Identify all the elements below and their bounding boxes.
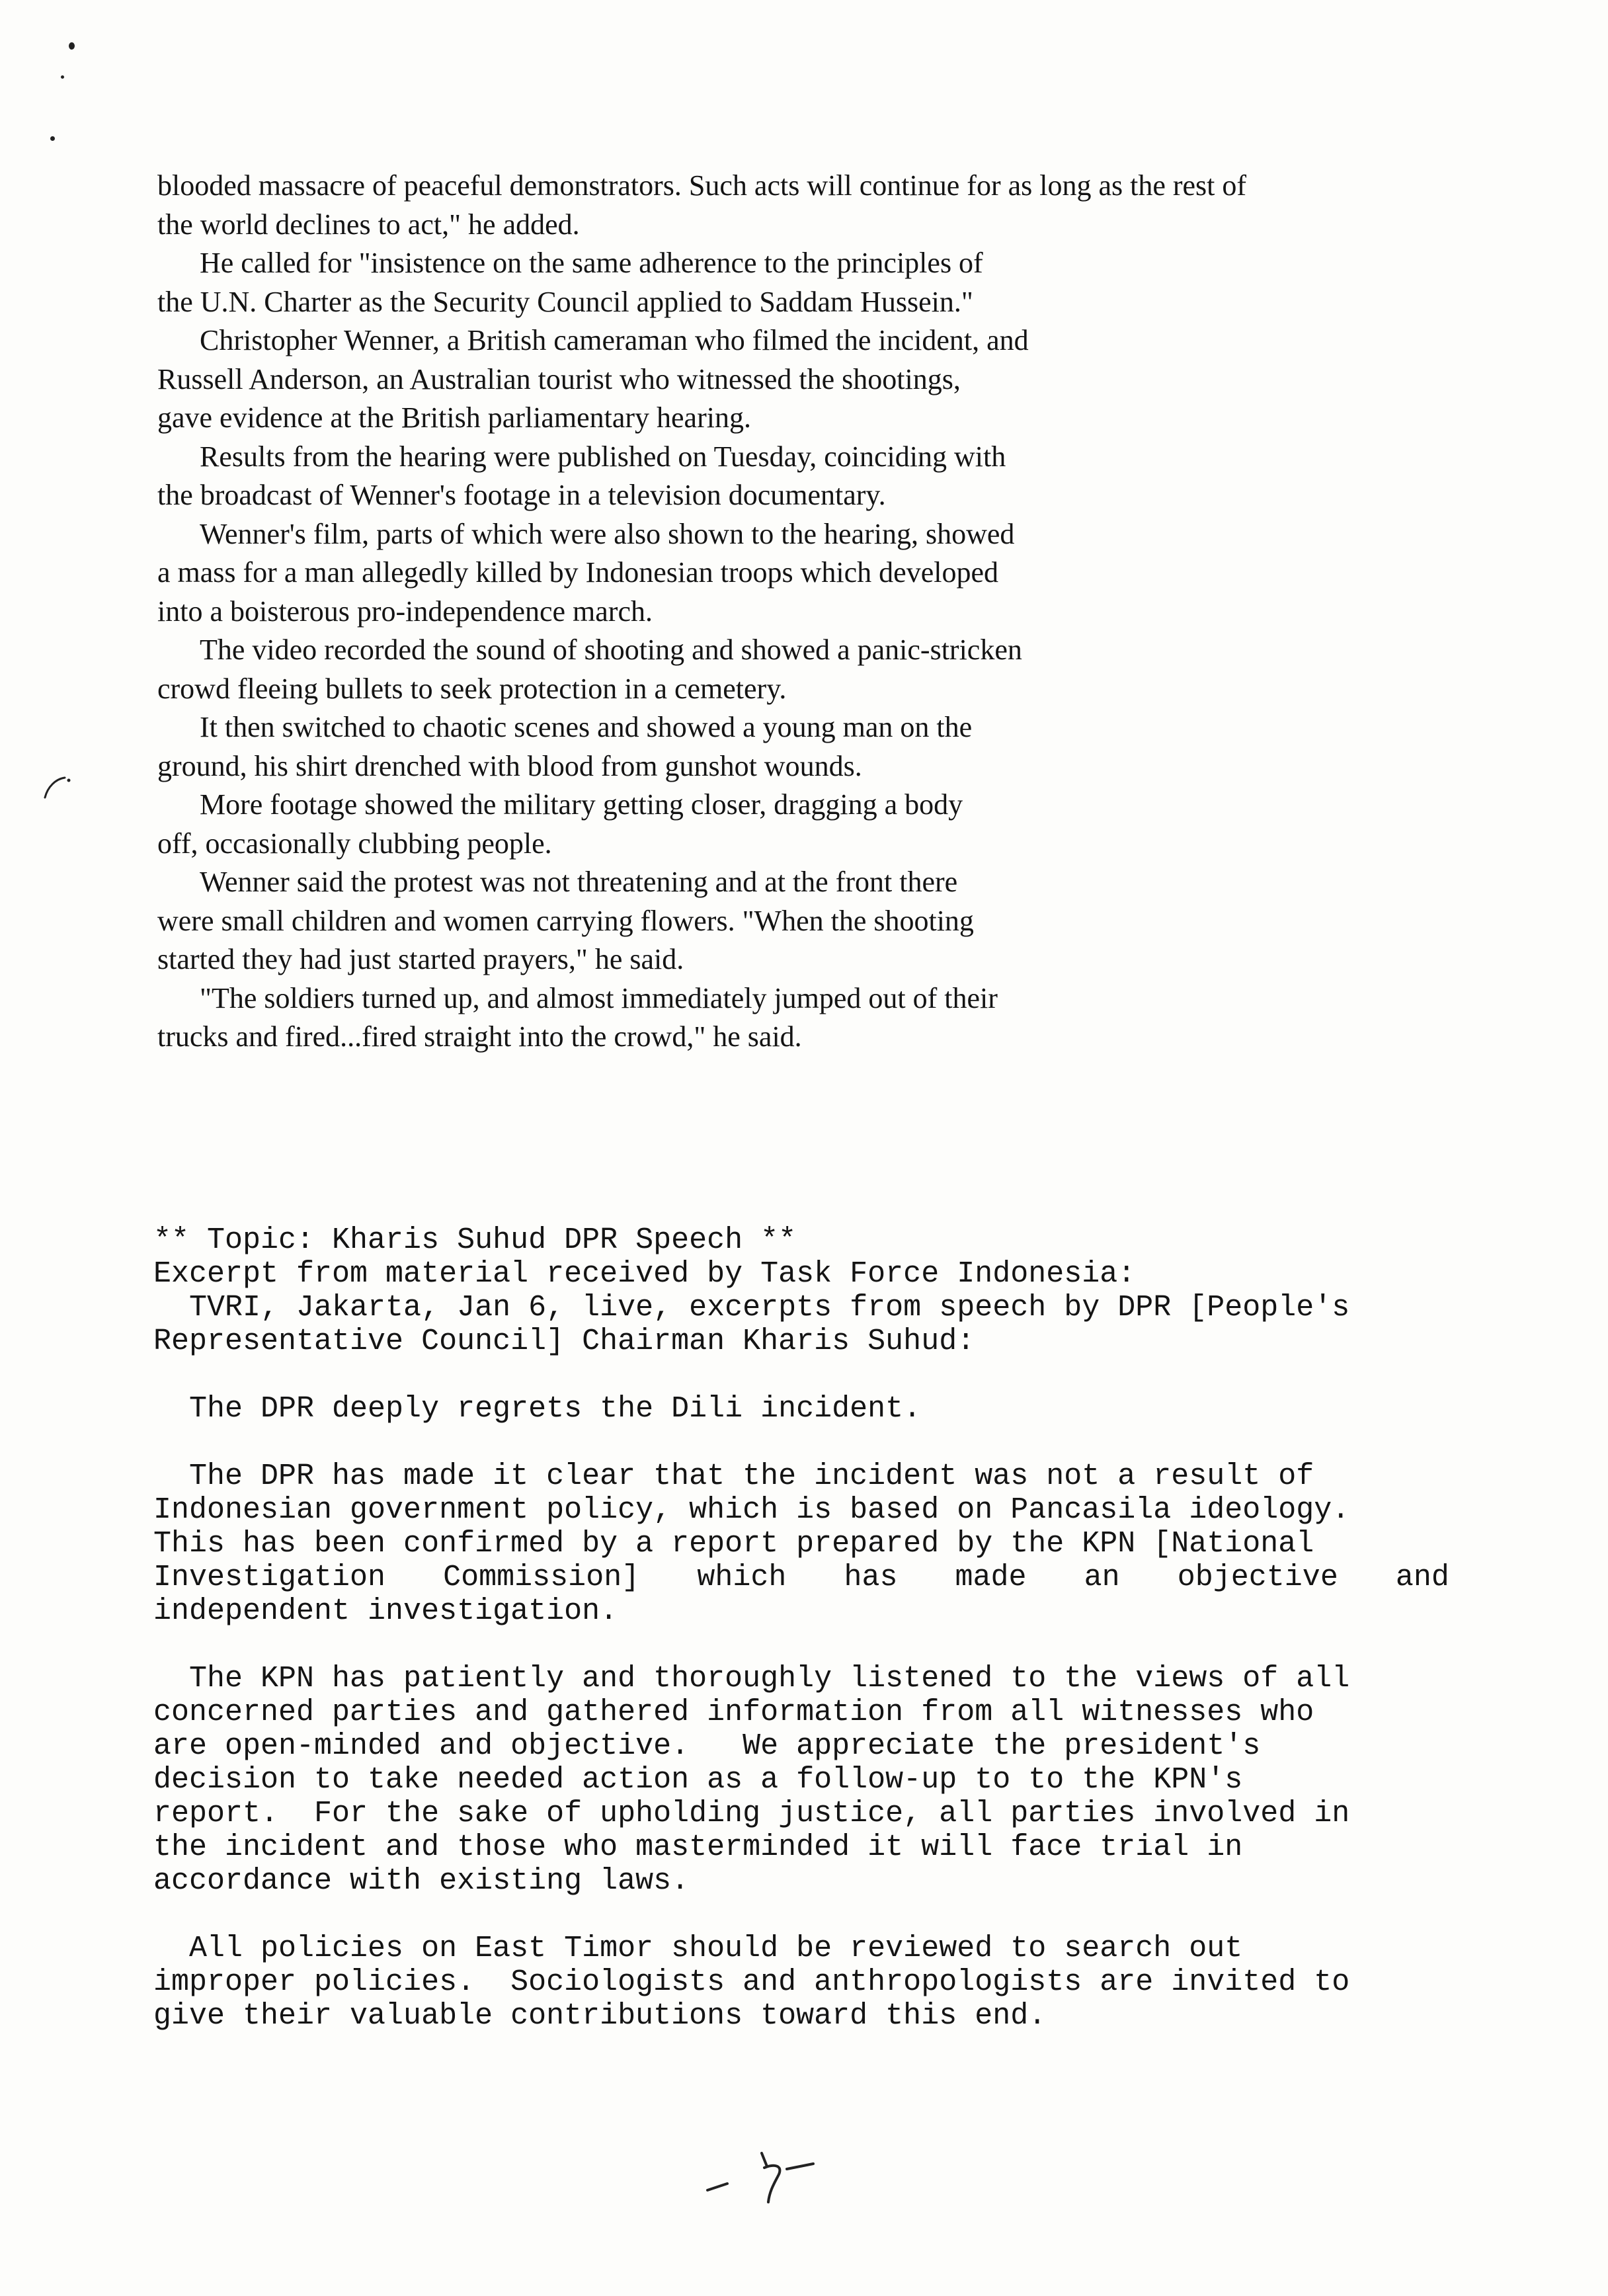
wire-line: report. For the sake of upholding justice, all parties involved in bbox=[153, 1797, 1350, 1830]
wire-line: the incident and those who masterminded it will face trial in bbox=[153, 1830, 1243, 1864]
article-line: Christopher Wenner, a British cameraman who filmed the incident, and bbox=[200, 324, 1029, 356]
article-line: He called for "insistence on the same adherence to the principles of bbox=[200, 247, 983, 279]
article-line: Wenner's film, parts of which were also shown to the hearing, showed bbox=[200, 517, 1015, 550]
wire-word: and bbox=[1395, 1561, 1449, 1594]
wire-line: This has been confirmed by a report prepared by the KPN [National bbox=[153, 1527, 1314, 1561]
wire-word: Commission] bbox=[443, 1561, 640, 1594]
wire-line: The KPN has patiently and thoroughly listened to the views of all bbox=[153, 1662, 1350, 1696]
wire-topic-heading: ** Topic: Kharis Suhud DPR Speech ** bbox=[153, 1223, 797, 1257]
article-body bbox=[157, 167, 1480, 1057]
article-line: Results from the hearing were published on Tuesday, coinciding with bbox=[200, 440, 1006, 473]
wire-word: which bbox=[697, 1561, 787, 1594]
article-line: The video recorded the sound of shooting and showed a panic-stricken bbox=[200, 634, 1022, 666]
wire-line: decision to take needed action as a follow-up to to the KPN's bbox=[153, 1763, 1243, 1797]
article-line: Wenner said the protest was not threatening and at the front there bbox=[200, 866, 958, 898]
wire-line: give their valuable contributions toward this end. bbox=[153, 1999, 1047, 2033]
wire-line: The DPR deeply regrets the Dili incident. bbox=[153, 1392, 922, 1426]
wire-line: independent investigation. bbox=[153, 1594, 618, 1628]
article-line: the broadcast of Wenner's footage in a television documentary. bbox=[157, 479, 886, 511]
wire-line: are open-minded and objective. We appreciate the president's bbox=[153, 1729, 1261, 1763]
wire-line-justified bbox=[153, 1561, 1449, 1594]
wire-report bbox=[153, 1223, 1449, 2033]
article-line: were small children and women carrying flowers. "When the shooting bbox=[157, 904, 974, 937]
wire-line: accordance with existing laws. bbox=[153, 1864, 690, 1898]
wire-line: improper policies. Sociologists and anthropologists are invited to bbox=[153, 1965, 1350, 1999]
paragraph-gap bbox=[153, 1898, 1449, 1932]
article-line: ground, his shirt drenched with blood from gunshot wounds. bbox=[157, 749, 862, 782]
scan-speck bbox=[69, 42, 75, 50]
wire-line: Indonesian government policy, which is based on Pancasila ideology. bbox=[153, 1493, 1350, 1527]
wire-word: an bbox=[1084, 1561, 1120, 1594]
wire-line: The DPR has made it clear that the incident was not a result of bbox=[153, 1459, 1314, 1493]
article-line: Russell Anderson, an Australian tourist who witnessed the shootings, bbox=[157, 362, 961, 395]
scan-speck bbox=[50, 136, 55, 141]
wire-word: made bbox=[955, 1561, 1027, 1594]
article-line: crowd fleeing bullets to seek protection in a cemetery. bbox=[157, 672, 787, 705]
article-line: the world declines to act," he added. bbox=[157, 208, 580, 241]
article-line: the U.N. Charter as the Security Council applied to Saddam Hussein." bbox=[157, 285, 973, 318]
wire-word: has bbox=[844, 1561, 898, 1594]
paragraph-gap bbox=[153, 1628, 1449, 1662]
wire-source-line: Representative Council] Chairman Kharis Suhud: bbox=[153, 1325, 975, 1358]
article-line: trucks and fired...fired straight into the crowd," he said. bbox=[157, 1020, 802, 1053]
margin-pen-mark-icon bbox=[41, 774, 73, 800]
wire-word: Investigation bbox=[153, 1561, 386, 1594]
wire-line: concerned parties and gathered information from all witnesses who bbox=[153, 1696, 1314, 1729]
wire-line: All policies on East Timor should be reviewed to search out bbox=[153, 1932, 1243, 1965]
wire-source-line: Excerpt from material received by Task Force Indonesia: bbox=[153, 1257, 1136, 1291]
paragraph-gap bbox=[153, 1358, 1449, 1392]
article-line: off, occasionally clubbing people. bbox=[157, 827, 552, 860]
wire-source-line: TVRI, Jakarta, Jan 6, live, excerpts from speech by DPR [People's bbox=[153, 1291, 1350, 1325]
article-line: It then switched to chaotic scenes and showed a young man on the bbox=[200, 711, 973, 743]
article-line: a mass for a man allegedly killed by Indonesian troops which developed bbox=[157, 556, 998, 589]
article-line: into a boisterous pro-independence march. bbox=[157, 594, 653, 628]
paragraph-gap bbox=[153, 1426, 1449, 1459]
scan-speck bbox=[61, 75, 64, 79]
article-line: "The soldiers turned up, and almost immediately jumped out of their bbox=[200, 981, 998, 1014]
handwritten-page-number bbox=[701, 2149, 833, 2209]
article-line: blooded massacre of peaceful demonstrators. Such acts will continue for as long as the rest of bbox=[157, 169, 1247, 202]
article-line: gave evidence at the British parliamentary hearing. bbox=[157, 401, 751, 434]
article-line: More footage showed the military getting closer, dragging a body bbox=[200, 788, 963, 821]
wire-word: objective bbox=[1177, 1561, 1338, 1594]
article-line: started they had just started prayers," he said. bbox=[157, 943, 684, 975]
